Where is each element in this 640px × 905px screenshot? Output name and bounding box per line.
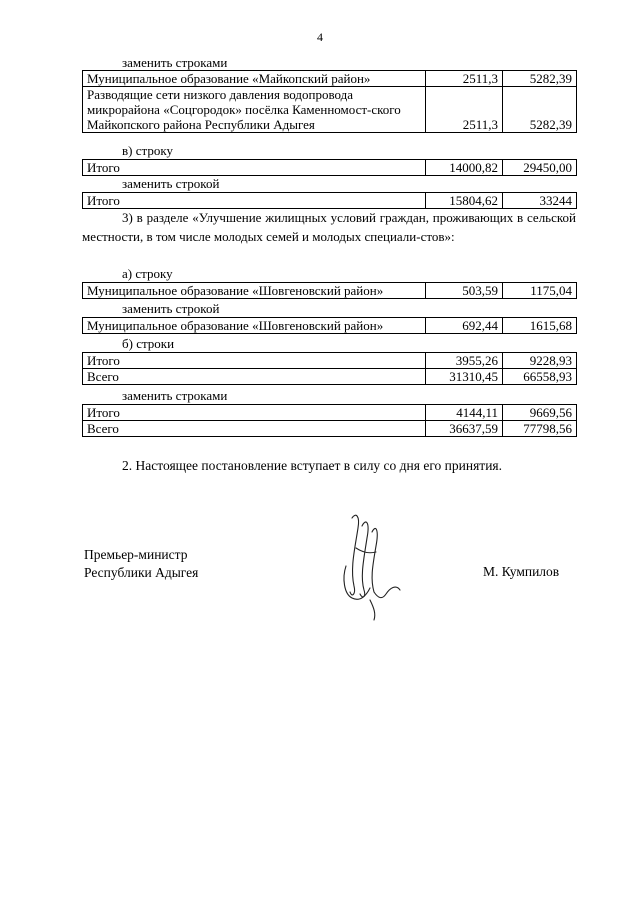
row-value-1: 3955,26	[426, 353, 503, 369]
table-row	[83, 405, 577, 421]
table-original-totals	[82, 352, 577, 385]
row-value-2: 5282,39	[503, 71, 577, 87]
page-number: 4	[317, 30, 323, 44]
label-a-row: а) строку	[122, 266, 173, 281]
row-value-2: 29450,00	[503, 160, 577, 176]
final-paragraph: 2. Настоящее постановление вступает в силу со дня его принятия.	[122, 458, 503, 473]
signatory-title-line: Премьер-министр	[84, 547, 188, 562]
table-row	[83, 318, 577, 334]
table-original-shovgenovsky	[82, 282, 577, 299]
row-value-2: 9228,93	[503, 353, 577, 369]
row-name: Всего	[83, 369, 426, 385]
row-value-1: 2511,3	[426, 87, 503, 133]
row-value-1: 2511,3	[426, 71, 503, 87]
handwritten-signature	[330, 508, 410, 628]
row-value-1: 14000,82	[426, 160, 503, 176]
row-value-1: 503,59	[426, 283, 503, 299]
label-replace-rows: заменить строками	[122, 55, 228, 70]
row-value-2: 1175,04	[503, 283, 577, 299]
table-replacement-rows-maykop	[82, 70, 577, 133]
row-value-2: 5282,39	[503, 87, 577, 133]
table-row	[83, 369, 577, 385]
row-value-1: 15804,62	[426, 193, 503, 209]
row-name: Итого	[83, 160, 426, 176]
label-replace-rows: заменить строками	[122, 388, 228, 403]
table-original-total	[82, 159, 577, 176]
table-row	[83, 71, 577, 87]
row-name: Итого	[83, 193, 426, 209]
table-row	[83, 421, 577, 437]
table-replacement-shovgenovsky	[82, 317, 577, 334]
label-v-row: в) строку	[122, 143, 173, 158]
row-value-2: 66558,93	[503, 369, 577, 385]
table-row	[83, 353, 577, 369]
row-name: Муниципальное образование «Шовгеновский район»	[83, 318, 426, 334]
signatory-title-line: Республики Адыгея	[84, 565, 199, 580]
row-value-1: 31310,45	[426, 369, 503, 385]
label-replace-row: заменить строкой	[122, 301, 220, 316]
row-name: Всего	[83, 421, 426, 437]
row-value-2: 77798,56	[503, 421, 577, 437]
signatory-title	[84, 546, 198, 582]
row-value-1: 36637,59	[426, 421, 503, 437]
table-row	[83, 193, 577, 209]
row-value-1: 692,44	[426, 318, 503, 334]
signatory-name: М. Кумпилов	[483, 564, 560, 579]
row-value-2: 9669,56	[503, 405, 577, 421]
section-3-paragraph: 3) в разделе «Улучшение жилищных условий граждан, проживающих в сельской местности, в том числе молодых семей и молодых специали-стов»:	[82, 210, 576, 244]
row-value-1: 4144,11	[426, 405, 503, 421]
table-replacement-total	[82, 192, 577, 209]
row-name: Итого	[83, 353, 426, 369]
row-name: Муниципальное образование «Майкопский район»	[83, 71, 426, 87]
label-b-rows: б) строки	[122, 336, 175, 351]
table-row	[83, 160, 577, 176]
table-row	[83, 87, 577, 133]
row-name: Муниципальное образование «Шовгеновский район»	[83, 283, 426, 299]
row-name: Итого	[83, 405, 426, 421]
row-value-2: 33244	[503, 193, 577, 209]
label-replace-row: заменить строкой	[122, 176, 220, 191]
table-replacement-totals	[82, 404, 577, 437]
row-name: Разводящие сети низкого давления водопровода микрорайона «Соцгородок» посёлка Каменномост-ского Майкопского района Республики Адыгея	[83, 87, 426, 133]
row-value-2: 1615,68	[503, 318, 577, 334]
table-row	[83, 283, 577, 299]
